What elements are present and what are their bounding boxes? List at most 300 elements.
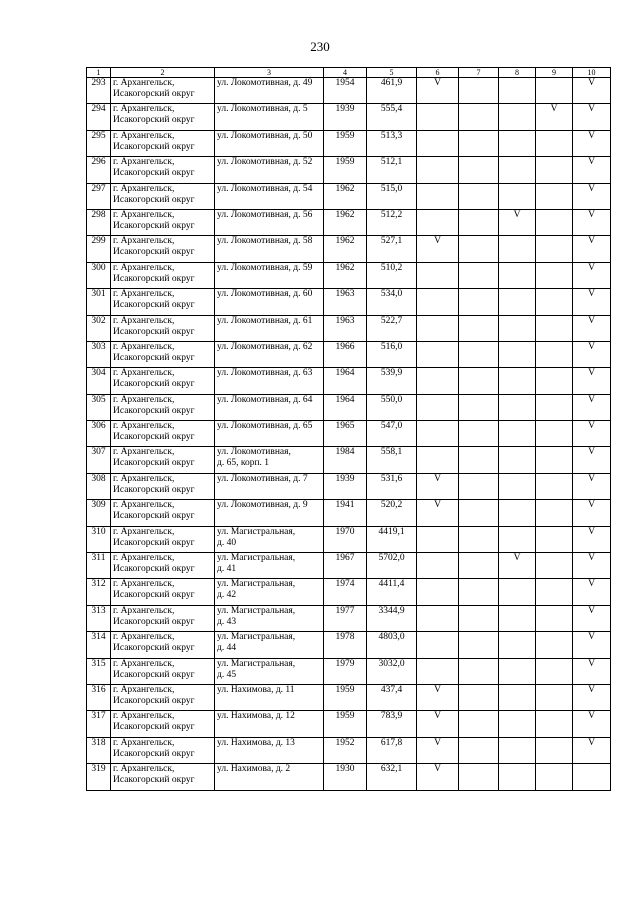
mark-cell-6 — [417, 157, 459, 183]
mark-cell-9 — [536, 684, 573, 710]
area-cell: 555,4 — [367, 104, 417, 130]
table-row — [87, 553, 611, 579]
column-number-row — [87, 68, 611, 78]
area-cell: 539,9 — [367, 368, 417, 394]
mark-cell-7 — [459, 553, 499, 579]
area-cell: 534,0 — [367, 289, 417, 315]
table-row — [87, 500, 611, 526]
address-line-2: д. 43 — [217, 616, 237, 627]
mark-cell-7 — [459, 78, 499, 104]
mark-cell-9 — [536, 209, 573, 235]
city-text: г. Архангельск, — [113, 500, 175, 511]
year-cell: 1962 — [324, 262, 367, 288]
column-number-cell: 5 — [367, 68, 417, 78]
locality-cell — [111, 658, 215, 684]
address-cell — [215, 236, 324, 262]
mark-cell-10: V — [573, 341, 611, 367]
mark-cell-7 — [459, 658, 499, 684]
locality-cell — [111, 262, 215, 288]
year-cell: 1963 — [324, 315, 367, 341]
address-cell — [215, 262, 324, 288]
address-cell — [215, 632, 324, 658]
year-cell: 1977 — [324, 605, 367, 631]
address-cell — [215, 130, 324, 156]
city-text: г. Архангельск, — [113, 737, 175, 748]
mark-cell-7 — [459, 262, 499, 288]
district-text: Исакогорский округ — [113, 247, 195, 258]
table-row — [87, 737, 611, 763]
city-text: г. Архангельск, — [113, 183, 175, 194]
housing-register-table — [86, 67, 611, 791]
district-text: Исакогорский округ — [113, 432, 195, 443]
city-text: г. Архангельск, — [113, 447, 175, 458]
mark-cell-10: V — [573, 130, 611, 156]
mark-cell-10: V — [573, 421, 611, 447]
page-number: 230 — [310, 39, 330, 54]
address-cell — [215, 737, 324, 763]
mark-cell-6 — [417, 368, 459, 394]
address-cell — [215, 711, 324, 737]
mark-cell-9 — [536, 605, 573, 631]
area-cell: 5702,0 — [367, 553, 417, 579]
locality-cell — [111, 500, 215, 526]
mark-cell-6: V — [417, 737, 459, 763]
district-text: Исакогорский округ — [113, 273, 195, 284]
district-text: Исакогорский округ — [113, 379, 195, 390]
district-text: Исакогорский округ — [113, 695, 195, 706]
mark-cell-6: V — [417, 473, 459, 499]
mark-cell-8 — [499, 711, 536, 737]
city-text: г. Архангельск, — [113, 579, 175, 590]
district-text: Исакогорский округ — [113, 669, 195, 680]
mark-cell-8: V — [499, 209, 536, 235]
year-cell: 1966 — [324, 341, 367, 367]
column-number-cell: 7 — [459, 68, 499, 78]
address-line-1: ул. Локомотивная, д. 63 — [217, 368, 313, 379]
mark-cell-7 — [459, 579, 499, 605]
mark-cell-9 — [536, 737, 573, 763]
year-cell: 1979 — [324, 658, 367, 684]
address-line-1: ул. Локомотивная, д. 54 — [217, 183, 313, 194]
district-text: Исакогорский округ — [113, 194, 195, 205]
address-cell — [215, 341, 324, 367]
city-text: г. Архангельск, — [113, 315, 175, 326]
mark-cell-9 — [536, 394, 573, 420]
year-cell: 1974 — [324, 579, 367, 605]
table-row — [87, 421, 611, 447]
address-cell — [215, 500, 324, 526]
mark-cell-9 — [536, 368, 573, 394]
table-row — [87, 104, 611, 130]
address-cell — [215, 315, 324, 341]
mark-cell-9 — [536, 526, 573, 552]
mark-cell-6 — [417, 104, 459, 130]
mark-cell-9 — [536, 262, 573, 288]
mark-cell-7 — [459, 289, 499, 315]
district-text: Исакогорский округ — [113, 537, 195, 548]
table-row — [87, 157, 611, 183]
table-row — [87, 315, 611, 341]
year-cell: 1930 — [324, 764, 367, 790]
year-cell: 1964 — [324, 394, 367, 420]
city-text: г. Архангельск, — [113, 711, 175, 722]
table-row — [87, 341, 611, 367]
mark-cell-10: V — [573, 394, 611, 420]
locality-cell — [111, 711, 215, 737]
address-line-1: ул. Локомотивная, д. 62 — [217, 341, 313, 352]
mark-cell-7 — [459, 632, 499, 658]
row-number-cell: 304 — [87, 368, 111, 394]
mark-cell-7 — [459, 605, 499, 631]
area-cell: 632,1 — [367, 764, 417, 790]
mark-cell-9 — [536, 473, 573, 499]
locality-cell — [111, 737, 215, 763]
mark-cell-6 — [417, 579, 459, 605]
address-cell — [215, 658, 324, 684]
mark-cell-7 — [459, 711, 499, 737]
address-cell — [215, 605, 324, 631]
mark-cell-9 — [536, 553, 573, 579]
mark-cell-10: V — [573, 104, 611, 130]
city-text: г. Архангельск, — [113, 104, 175, 115]
year-cell: 1959 — [324, 157, 367, 183]
mark-cell-10: V — [573, 553, 611, 579]
mark-cell-6 — [417, 183, 459, 209]
area-cell: 550,0 — [367, 394, 417, 420]
mark-cell-6: V — [417, 764, 459, 790]
locality-cell — [111, 78, 215, 104]
mark-cell-8 — [499, 394, 536, 420]
mark-cell-6 — [417, 447, 459, 473]
row-number-cell: 294 — [87, 104, 111, 130]
mark-cell-6 — [417, 262, 459, 288]
mark-cell-6 — [417, 315, 459, 341]
address-cell — [215, 183, 324, 209]
column-number-cell: 10 — [573, 68, 611, 78]
mark-cell-7 — [459, 315, 499, 341]
mark-cell-8 — [499, 157, 536, 183]
locality-cell — [111, 394, 215, 420]
district-text: Исакогорский округ — [113, 326, 195, 337]
mark-cell-10: V — [573, 236, 611, 262]
address-line-1: ул. Нахимова, д. 13 — [217, 737, 295, 748]
locality-cell — [111, 183, 215, 209]
city-text: г. Архангельск, — [113, 421, 175, 432]
mark-cell-7 — [459, 447, 499, 473]
column-number-cell: 1 — [87, 68, 111, 78]
year-cell: 1965 — [324, 421, 367, 447]
mark-cell-10: V — [573, 711, 611, 737]
mark-cell-10: V — [573, 526, 611, 552]
row-number-cell: 314 — [87, 632, 111, 658]
address-line-2: д. 42 — [217, 590, 237, 601]
mark-cell-8 — [499, 579, 536, 605]
row-number-cell: 297 — [87, 183, 111, 209]
mark-cell-9 — [536, 579, 573, 605]
city-text: г. Архангельск, — [113, 78, 175, 88]
row-number-cell: 302 — [87, 315, 111, 341]
table-row — [87, 236, 611, 262]
district-text: Исакогорский округ — [113, 141, 195, 152]
address-cell — [215, 553, 324, 579]
year-cell: 1939 — [324, 104, 367, 130]
city-text: г. Архангельск, — [113, 209, 175, 220]
mark-cell-8 — [499, 737, 536, 763]
address-line-1: ул. Магистральная, — [217, 605, 296, 616]
year-cell: 1959 — [324, 130, 367, 156]
district-text: Исакогорский округ — [113, 748, 195, 759]
row-number-cell: 317 — [87, 711, 111, 737]
mark-cell-7 — [459, 104, 499, 130]
mark-cell-9 — [536, 157, 573, 183]
mark-cell-9 — [536, 711, 573, 737]
area-cell: 547,0 — [367, 421, 417, 447]
address-cell — [215, 289, 324, 315]
mark-cell-9 — [536, 315, 573, 341]
table-row — [87, 764, 611, 790]
locality-cell — [111, 632, 215, 658]
address-line-1: ул. Локомотивная, д. 9 — [217, 500, 308, 511]
address-line-1: ул. Магистральная, — [217, 579, 296, 590]
row-number-cell: 313 — [87, 605, 111, 631]
area-cell: 617,8 — [367, 737, 417, 763]
district-text: Исакогорский округ — [113, 722, 195, 733]
city-text: г. Архангельск, — [113, 368, 175, 379]
locality-cell — [111, 209, 215, 235]
locality-cell — [111, 447, 215, 473]
district-text: Исакогорский округ — [113, 89, 195, 99]
mark-cell-9 — [536, 236, 573, 262]
table-row — [87, 183, 611, 209]
district-text: Исакогорский округ — [113, 484, 195, 495]
city-text: г. Архангельск, — [113, 130, 175, 141]
locality-cell — [111, 553, 215, 579]
mark-cell-10: V — [573, 315, 611, 341]
mark-cell-7 — [459, 368, 499, 394]
mark-cell-7 — [459, 236, 499, 262]
mark-cell-10: V — [573, 579, 611, 605]
mark-cell-6: V — [417, 711, 459, 737]
area-cell: 4803,0 — [367, 632, 417, 658]
row-number-cell: 300 — [87, 262, 111, 288]
address-cell — [215, 157, 324, 183]
locality-cell — [111, 341, 215, 367]
address-line-1: ул. Локомотивная, д. 61 — [217, 315, 313, 326]
year-cell: 1970 — [324, 526, 367, 552]
mark-cell-7 — [459, 394, 499, 420]
year-cell: 1967 — [324, 553, 367, 579]
mark-cell-7 — [459, 684, 499, 710]
address-line-1: ул. Локомотивная, д. 52 — [217, 157, 313, 168]
mark-cell-8 — [499, 236, 536, 262]
mark-cell-6 — [417, 632, 459, 658]
locality-cell — [111, 368, 215, 394]
locality-cell — [111, 236, 215, 262]
year-cell: 1978 — [324, 632, 367, 658]
address-line-1: ул. Локомотивная, д. 65 — [217, 421, 313, 432]
mark-cell-7 — [459, 209, 499, 235]
area-cell: 522,7 — [367, 315, 417, 341]
table-row — [87, 209, 611, 235]
city-text: г. Архангельск, — [113, 473, 175, 484]
table-row — [87, 368, 611, 394]
column-number-cell: 3 — [215, 68, 324, 78]
address-line-1: ул. Нахимова, д. 12 — [217, 711, 295, 722]
area-cell: 513,3 — [367, 130, 417, 156]
area-cell: 516,0 — [367, 341, 417, 367]
row-number-cell: 310 — [87, 526, 111, 552]
mark-cell-8 — [499, 78, 536, 104]
mark-cell-6 — [417, 553, 459, 579]
mark-cell-10: V — [573, 368, 611, 394]
address-line-2: д. 44 — [217, 643, 237, 654]
row-number-cell: 293 — [87, 78, 111, 104]
locality-cell — [111, 526, 215, 552]
row-number-cell: 305 — [87, 394, 111, 420]
area-cell: 461,9 — [367, 78, 417, 104]
mark-cell-8 — [499, 500, 536, 526]
mark-cell-8 — [499, 658, 536, 684]
column-number-cell: 4 — [324, 68, 367, 78]
city-text: г. Архангельск, — [113, 553, 175, 564]
address-line-1: ул. Локомотивная, д. 5 — [217, 104, 308, 115]
mark-cell-8 — [499, 684, 536, 710]
city-text: г. Архангельск, — [113, 632, 175, 643]
mark-cell-7 — [459, 157, 499, 183]
address-line-1: ул. Локомотивная, д. 56 — [217, 209, 313, 220]
address-line-1: ул. Локомотивная, д. 60 — [217, 289, 313, 300]
mark-cell-9 — [536, 341, 573, 367]
address-cell — [215, 421, 324, 447]
area-cell: 3032,0 — [367, 658, 417, 684]
row-number-cell: 307 — [87, 447, 111, 473]
mark-cell-10: V — [573, 289, 611, 315]
year-cell: 1959 — [324, 711, 367, 737]
year-cell: 1963 — [324, 289, 367, 315]
address-cell — [215, 473, 324, 499]
row-number-cell: 309 — [87, 500, 111, 526]
mark-cell-6 — [417, 605, 459, 631]
year-cell: 1952 — [324, 737, 367, 763]
locality-cell — [111, 421, 215, 447]
locality-cell — [111, 473, 215, 499]
mark-cell-10: V — [573, 157, 611, 183]
district-text: Исакогорский округ — [113, 590, 195, 601]
area-cell: 512,1 — [367, 157, 417, 183]
row-number-cell: 318 — [87, 737, 111, 763]
mark-cell-8: V — [499, 553, 536, 579]
table-row — [87, 447, 611, 473]
mark-cell-8 — [499, 605, 536, 631]
mark-cell-7 — [459, 764, 499, 790]
table-row — [87, 473, 611, 499]
address-cell — [215, 368, 324, 394]
mark-cell-8 — [499, 104, 536, 130]
mark-cell-6: V — [417, 500, 459, 526]
district-text: Исакогорский округ — [113, 616, 195, 627]
address-line-2: д. 40 — [217, 537, 237, 548]
mark-cell-6 — [417, 341, 459, 367]
column-number-cell: 2 — [111, 68, 215, 78]
column-number-cell: 9 — [536, 68, 573, 78]
locality-cell — [111, 104, 215, 130]
address-cell — [215, 579, 324, 605]
row-number-cell: 319 — [87, 764, 111, 790]
mark-cell-8 — [499, 262, 536, 288]
mark-cell-8 — [499, 447, 536, 473]
column-number-cell: 8 — [499, 68, 536, 78]
mark-cell-6: V — [417, 684, 459, 710]
address-line-2: д. 65, корп. 1 — [217, 458, 270, 469]
mark-cell-6 — [417, 421, 459, 447]
locality-cell — [111, 579, 215, 605]
row-number-cell: 303 — [87, 341, 111, 367]
mark-cell-8 — [499, 341, 536, 367]
mark-cell-9 — [536, 447, 573, 473]
mark-cell-8 — [499, 130, 536, 156]
year-cell: 1959 — [324, 684, 367, 710]
address-cell — [215, 209, 324, 235]
district-text: Исакогорский округ — [113, 511, 195, 522]
mark-cell-6 — [417, 209, 459, 235]
area-cell: 510,2 — [367, 262, 417, 288]
mark-cell-7 — [459, 183, 499, 209]
city-text: г. Архангельск, — [113, 157, 175, 168]
row-number-cell: 311 — [87, 553, 111, 579]
address-line-1: ул. Магистральная, — [217, 632, 296, 643]
mark-cell-10: V — [573, 447, 611, 473]
address-cell — [215, 104, 324, 130]
address-line-1: ул. Локомотивная, д. 58 — [217, 236, 313, 247]
table-row — [87, 526, 611, 552]
year-cell: 1962 — [324, 183, 367, 209]
address-line-1: ул. Нахимова, д. 11 — [217, 684, 295, 695]
mark-cell-9 — [536, 289, 573, 315]
locality-cell — [111, 684, 215, 710]
year-cell: 1962 — [324, 236, 367, 262]
address-line-1: ул. Локомотивная, д. 64 — [217, 394, 313, 405]
mark-cell-9 — [536, 183, 573, 209]
table-row — [87, 711, 611, 737]
year-cell: 1964 — [324, 368, 367, 394]
row-number-cell: 296 — [87, 157, 111, 183]
mark-cell-6 — [417, 658, 459, 684]
district-text: Исакогорский округ — [113, 564, 195, 575]
table-row — [87, 632, 611, 658]
mark-cell-7 — [459, 473, 499, 499]
city-text: г. Архангельск, — [113, 658, 175, 669]
area-cell: 531,6 — [367, 473, 417, 499]
row-number-cell: 301 — [87, 289, 111, 315]
mark-cell-6: V — [417, 78, 459, 104]
area-cell: 515,0 — [367, 183, 417, 209]
area-cell: 437,4 — [367, 684, 417, 710]
mark-cell-8 — [499, 632, 536, 658]
address-line-1: ул. Локомотивная, д. 50 — [217, 130, 313, 141]
address-line-1: ул. Локомотивная, д. 59 — [217, 262, 313, 273]
district-text: Исакогорский округ — [113, 643, 195, 654]
row-number-cell: 298 — [87, 209, 111, 235]
mark-cell-6 — [417, 289, 459, 315]
address-cell — [215, 684, 324, 710]
table-row — [87, 78, 611, 104]
mark-cell-6: V — [417, 236, 459, 262]
mark-cell-10: V — [573, 684, 611, 710]
column-number-cell: 6 — [417, 68, 459, 78]
area-cell: 783,9 — [367, 711, 417, 737]
mark-cell-10: V — [573, 209, 611, 235]
table-row — [87, 605, 611, 631]
